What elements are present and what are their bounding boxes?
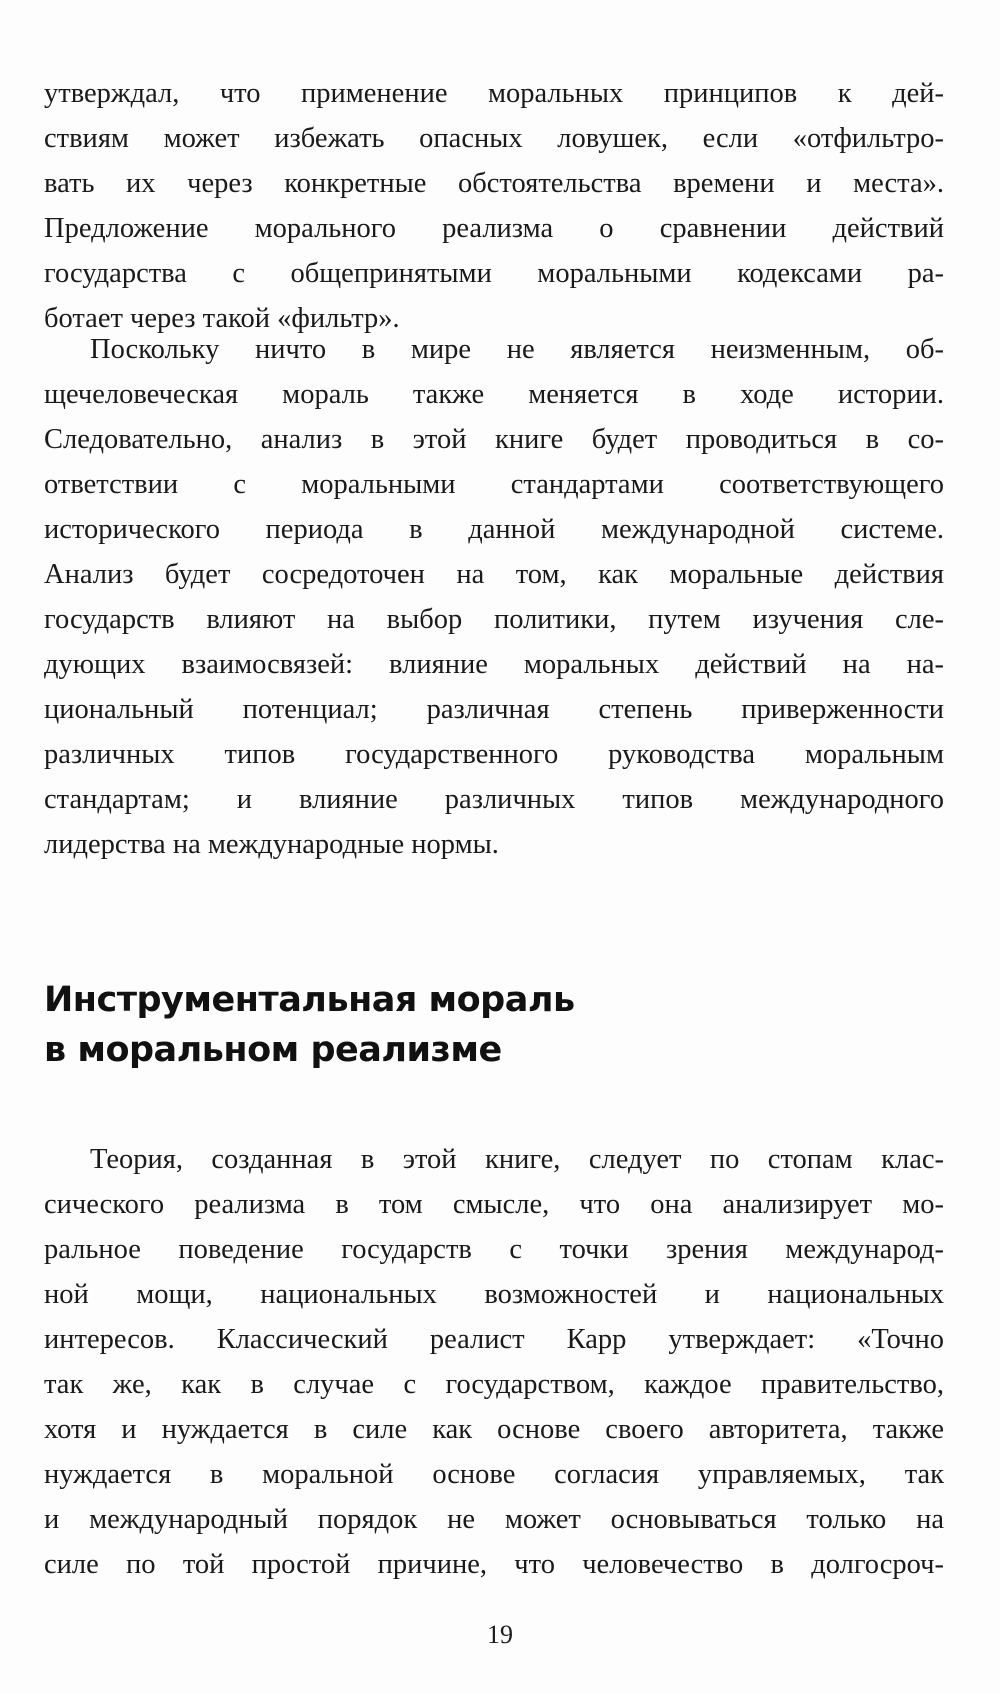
- text-line: лидерства на международные нормы.: [44, 829, 499, 860]
- text-line: вать их через конкретные обстоятельства времени и места».: [44, 168, 944, 199]
- text-line: государств влияют на выбор политики, путем изучения сле-: [44, 604, 944, 635]
- text-line: хотя и нуждается в силе как основе своего авторитета, также: [44, 1414, 944, 1445]
- text-line: утверждал, что применение моральных принципов к дей-: [44, 78, 944, 109]
- text-line: Анализ будет сосредоточен на том, как моральные действия: [44, 559, 944, 590]
- text-line: щечеловеческая мораль также меняется в ходе истории.: [44, 379, 944, 410]
- text-line: дующих взаимосвязей: влияние моральных действий на на-: [44, 649, 944, 680]
- text-line: так же, как в случае с государством, каждое правительство,: [44, 1369, 944, 1400]
- text-line: Предложение морального реализма о сравнении действий: [44, 213, 944, 244]
- text-line: ной мощи, национальных возможностей и национальных: [44, 1279, 944, 1310]
- text-line: циональный потенциал; различная степень приверженности: [44, 694, 944, 725]
- text-line: нуждается в моральной основе согласия управляемых, так: [44, 1459, 944, 1490]
- text-line: интересов. Классический реалист Карр утверждает: «Точно: [44, 1324, 944, 1355]
- text-line: сического реализма в том смысле, что она анализирует мо-: [44, 1189, 944, 1220]
- paragraph-1: [44, 71, 944, 341]
- heading-line: Инструментальная мораль: [44, 980, 575, 1020]
- text-line: ствиям может избежать опасных ловушек, если «отфильтро-: [44, 123, 944, 154]
- text-line: ботает через такой «фильтр».: [44, 303, 400, 334]
- text-line: исторического периода в данной международной системе.: [44, 514, 944, 545]
- page-number: 19: [487, 1620, 513, 1649]
- text-line: силе по той простой причине, что человечество в долгосроч-: [44, 1549, 944, 1580]
- paragraph-3: [44, 1137, 944, 1587]
- text-line: ответствии с моральными стандартами соответствующего: [44, 469, 944, 500]
- section-heading: [44, 975, 944, 1075]
- text-line: и международный порядок не может основываться только на: [44, 1504, 944, 1535]
- text-line: Следовательно, анализ в этой книге будет проводиться в со-: [44, 424, 944, 455]
- text-line: Поскольку ничто в мире не является неизменным, об-: [90, 334, 944, 365]
- text-line: ральное поведение государств с точки зрения международ-: [44, 1234, 944, 1265]
- paragraph-2: [44, 327, 944, 867]
- text-line: стандартам; и влияние различных типов международного: [44, 784, 944, 815]
- text-line: Теория, созданная в этой книге, следует по стопам клас-: [90, 1144, 944, 1175]
- text-line: различных типов государственного руководства моральным: [44, 739, 944, 770]
- text-line: государства с общепринятыми моральными кодексами ра-: [44, 258, 944, 289]
- heading-line: в моральном реализме: [44, 1030, 502, 1070]
